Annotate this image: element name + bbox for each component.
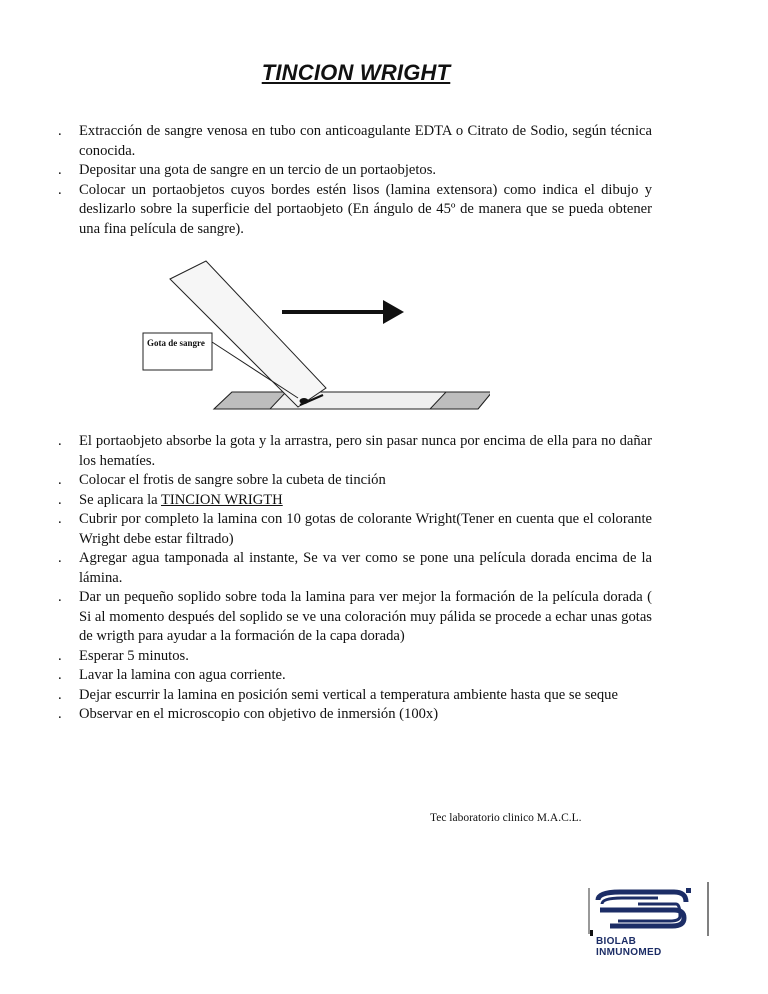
list-item — [58, 666, 652, 686]
step-text: Cubrir por completo la lamina con 10 gotas de colorante Wright(Tener en cuenta que el colorante Wright debe estar filtrado) — [79, 511, 652, 547]
list-item — [58, 491, 652, 511]
list-item — [58, 510, 652, 549]
step-text: Esperar 5 minutos. — [79, 647, 189, 664]
smear-diagram — [140, 255, 490, 415]
step-text: Lavar la lamina con agua corriente. — [79, 667, 286, 683]
logo-text-inmunomed: INMUNOMED — [596, 947, 662, 958]
bullet-marker: . — [58, 706, 62, 722]
bullet-marker: . — [58, 491, 62, 508]
step-text: El portaobjeto absorbe la gota y la arrastra, pero sin pasar nunca por encima de ella para no dañar los hematíes. — [79, 433, 652, 469]
drop-label: Gota de sangre — [147, 338, 205, 348]
bullet-marker: . — [58, 472, 62, 488]
procedure-steps-top — [58, 122, 652, 239]
step-text: Observar en el microscopio con objetivo de inmersión (100x) — [79, 706, 439, 722]
step-text: Colocar un portaobjetos cuyos bordes estén lisos (lamina extensora) como indica el dibujo y deslizarlo sobre la superficie del portaobjeto (En ángulo de 45º de manera que se pueda obtener una fina película de sangre). — [79, 181, 652, 237]
step-text: Colocar el frotis de sangre sobre la cubeta de tinción — [79, 472, 386, 488]
logo-text-biolab: BIOLAB — [596, 936, 637, 947]
list-item — [58, 549, 652, 588]
step-text: Se aplicara la — [79, 491, 161, 508]
tincion-wrigth-link[interactable]: TINCION WRIGTH — [160, 491, 283, 508]
list-item — [58, 432, 652, 471]
list-item — [58, 647, 652, 667]
bullet-marker: . — [58, 686, 62, 703]
list-item — [58, 161, 652, 181]
bullet-marker: . — [58, 162, 62, 178]
bullet-marker: . — [58, 667, 62, 683]
bullet-marker: . — [58, 550, 62, 566]
list-item — [58, 122, 652, 161]
step-text: Agregar agua tamponada al instante, Se va ver como se pone una película dorada encima de la lámina. — [79, 550, 652, 586]
step-text: Extracción de sangre venosa en tubo con anticoagulante EDTA o Citrato de Sodio, según técnica conocida. — [79, 123, 652, 159]
bullet-marker: . — [58, 647, 62, 664]
logo-emblem-icon — [588, 880, 710, 936]
bullet-marker: . — [58, 123, 62, 139]
list-item — [58, 181, 652, 240]
step-text: Dar un pequeño soplido sobre toda la lamina para ver mejor la formación de la película dorada ( Si al momento después del soplido se ve una coloración muy pálida se procede a echar unas gotas de wrigth para ayudar a la formación de la capa dorada) — [79, 589, 652, 644]
author-signature: Tec laboratorio clinico M.A.C.L. — [430, 812, 582, 824]
list-item — [58, 705, 652, 725]
step-text: Dejar escurrir la lamina en posición semi vertical a temperatura ambiente hasta que se seque — [79, 686, 618, 703]
list-item — [58, 588, 652, 647]
biolab-logo — [588, 880, 710, 960]
list-item — [58, 471, 652, 491]
arrow-right-icon — [383, 300, 404, 324]
step-text: Depositar una gota de sangre en un tercio de un portaobjetos. — [79, 162, 437, 178]
procedure-steps-bottom — [58, 432, 652, 725]
page-title: TINCION WRIGHT — [261, 60, 451, 85]
bullet-marker: . — [58, 589, 62, 605]
bullet-marker: . — [58, 433, 62, 449]
list-item — [58, 686, 652, 706]
bullet-marker: . — [58, 181, 62, 198]
bullet-marker: . — [58, 511, 62, 527]
